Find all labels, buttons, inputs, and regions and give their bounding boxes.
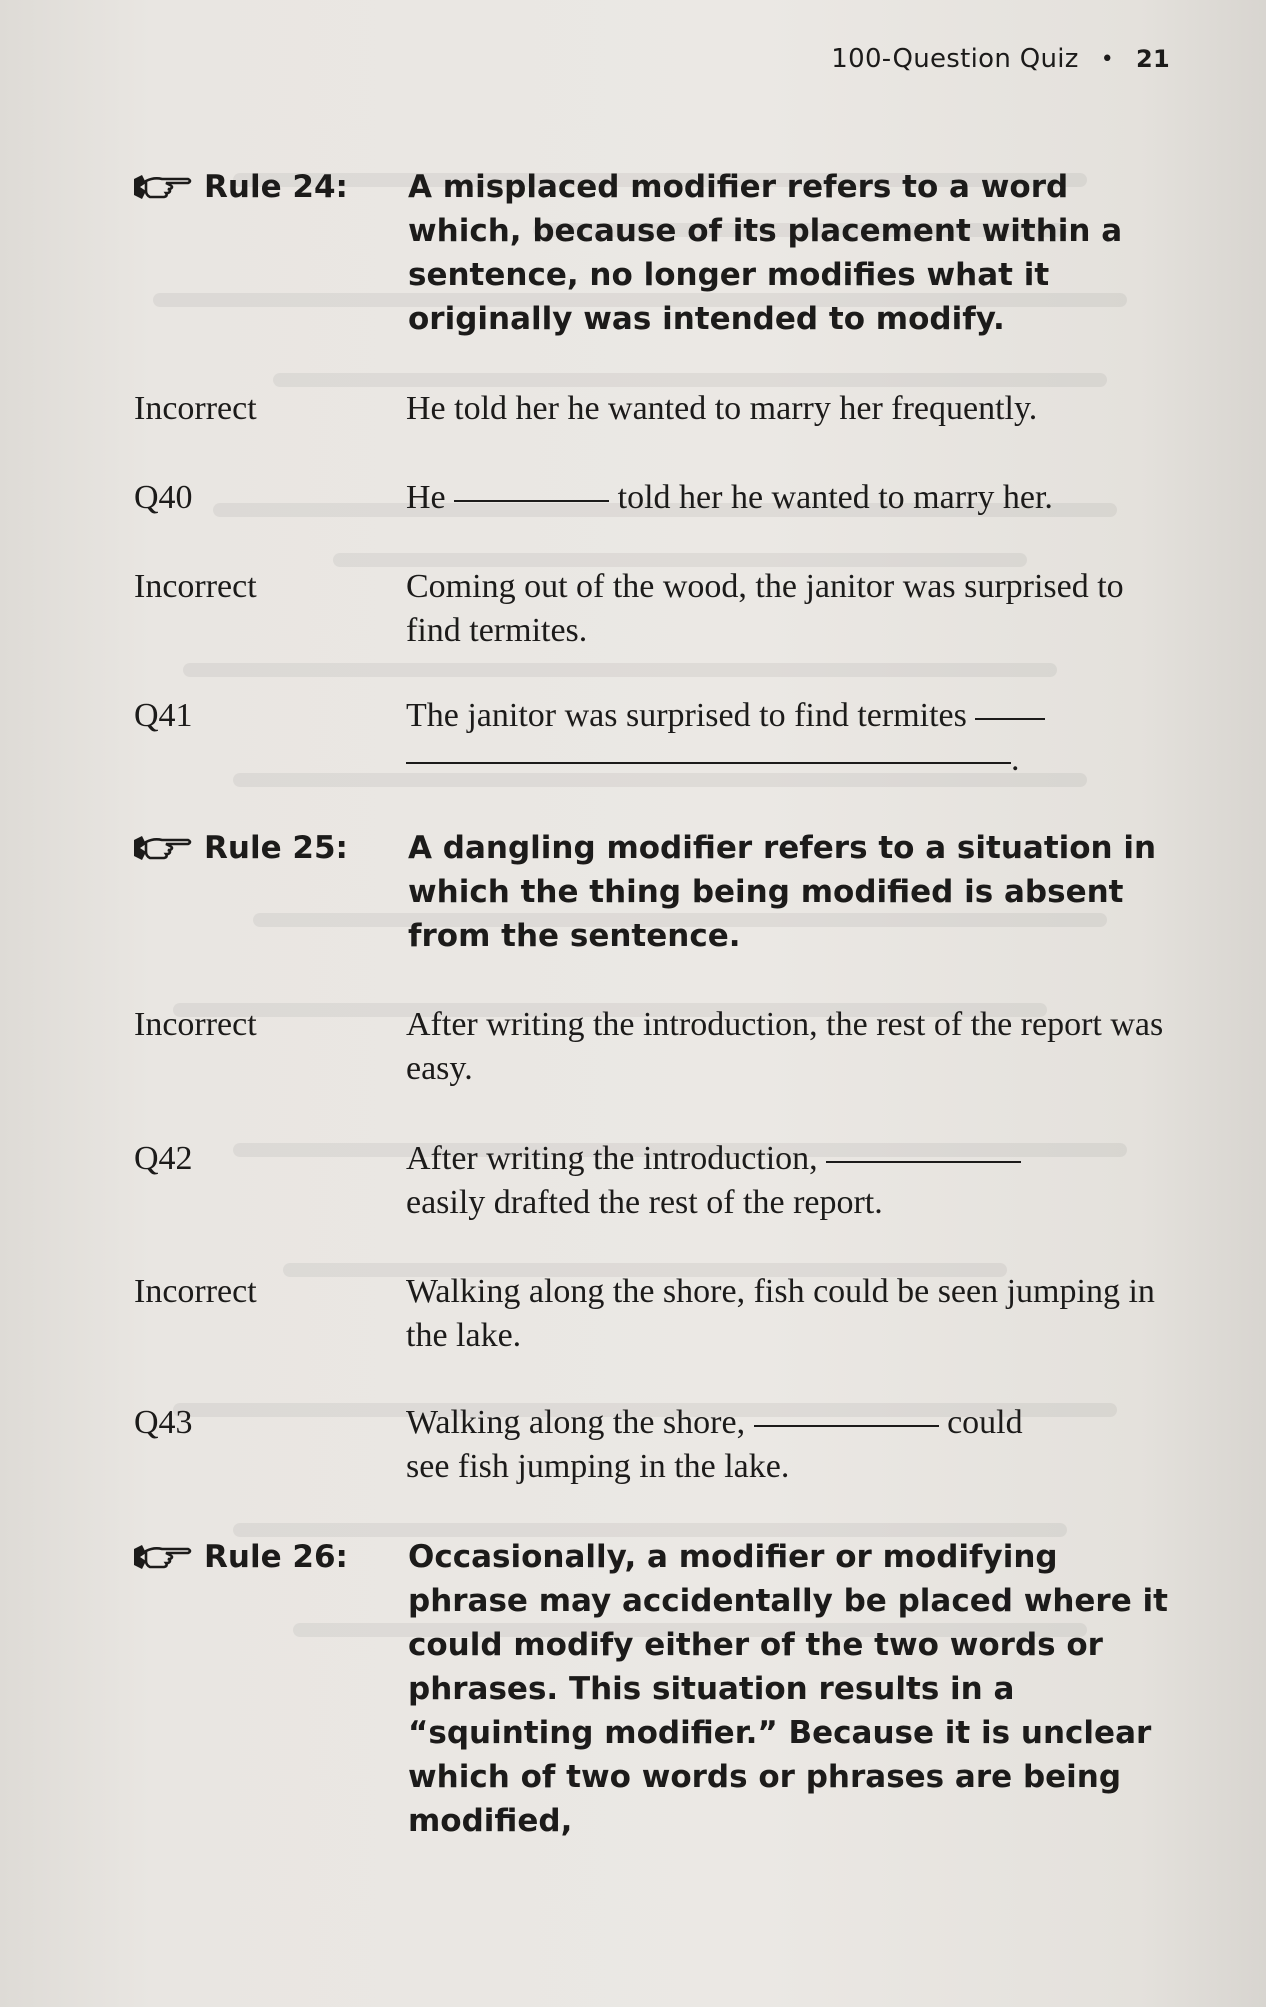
incorrect-example (134, 1003, 1186, 1091)
example-text: After writing the introduction, the rest of the report was easy. (406, 1006, 1164, 1087)
header-separator: • (1100, 46, 1114, 72)
pointing-hand-icon (132, 1541, 196, 1573)
answer-blank[interactable] (754, 1424, 939, 1427)
question-label: Q42 (134, 1140, 193, 1177)
example-label: Incorrect (134, 1006, 257, 1043)
section-title: 100-Question Quiz (831, 44, 1079, 74)
rule-25 (132, 826, 1168, 958)
answer-blank-continued[interactable] (406, 761, 1011, 764)
question-text-before: After writing the introduction, (406, 1140, 818, 1177)
answer-blank[interactable] (826, 1160, 1021, 1163)
incorrect-example (134, 1270, 1186, 1358)
example-label: Incorrect (134, 568, 257, 605)
example-text: Walking along the shore, fish could be seen jumping in the lake. (406, 1273, 1155, 1354)
rule-label (132, 165, 408, 341)
question-text-continued: see fish jumping in the lake. (406, 1448, 790, 1485)
rule-definition: Occasionally, a modifier or modifying phrase may accidentally be placed where it could modify either of the two words or phrases. This situation results in a “squinting modifier.” Because it is unclear which of two words or phrases are being modified, (408, 1539, 1168, 1839)
answer-blank[interactable] (454, 499, 609, 502)
question-text-before: He (406, 479, 446, 516)
rule-24 (132, 165, 1168, 341)
question-q40 (134, 476, 1186, 520)
question-text (406, 1137, 1186, 1225)
running-header (831, 44, 1170, 74)
example-label: Incorrect (134, 1273, 257, 1310)
rule-number: Rule 25: (204, 830, 348, 866)
rule-label (132, 1535, 408, 1843)
pointing-hand-icon (132, 171, 196, 203)
rule-label (132, 826, 408, 958)
question-text (406, 1401, 1186, 1489)
question-text-after: easily drafted the rest of the report. (406, 1184, 883, 1221)
incorrect-example (134, 387, 1186, 431)
question-text-before: The janitor was surprised to find termites (406, 697, 967, 734)
sentence-period: . (1011, 741, 1020, 778)
question-label: Q43 (134, 1404, 193, 1441)
question-text (406, 476, 1186, 520)
rule-26 (132, 1535, 1178, 1843)
example-label: Incorrect (134, 390, 257, 427)
question-label: Q40 (134, 479, 193, 516)
rule-definition: A misplaced modifier refers to a word which, because of its placement within a sentence, no longer modifies what it originally was intended to modify. (408, 169, 1123, 337)
rule-number: Rule 24: (204, 169, 348, 205)
answer-blank[interactable] (975, 717, 1045, 720)
question-label: Q41 (134, 697, 193, 734)
incorrect-example (134, 565, 1186, 653)
question-text-after: told her he wanted to marry her. (617, 479, 1053, 516)
rule-definition: A dangling modifier refers to a situation in which the thing being modified is absent from the sentence. (408, 830, 1157, 954)
example-text: He told her he wanted to marry her frequently. (406, 390, 1038, 427)
pointing-hand-icon (132, 832, 196, 864)
question-q42 (134, 1137, 1186, 1225)
question-q43 (134, 1401, 1186, 1489)
question-q41 (134, 694, 1186, 782)
question-text-before: Walking along the shore, (406, 1404, 746, 1441)
question-text (406, 694, 1186, 782)
example-text: Coming out of the wood, the janitor was surprised to find termites. (406, 568, 1124, 649)
rule-number: Rule 26: (204, 1539, 348, 1575)
page-number: 21 (1136, 45, 1170, 73)
question-text-after: could (947, 1404, 1023, 1441)
